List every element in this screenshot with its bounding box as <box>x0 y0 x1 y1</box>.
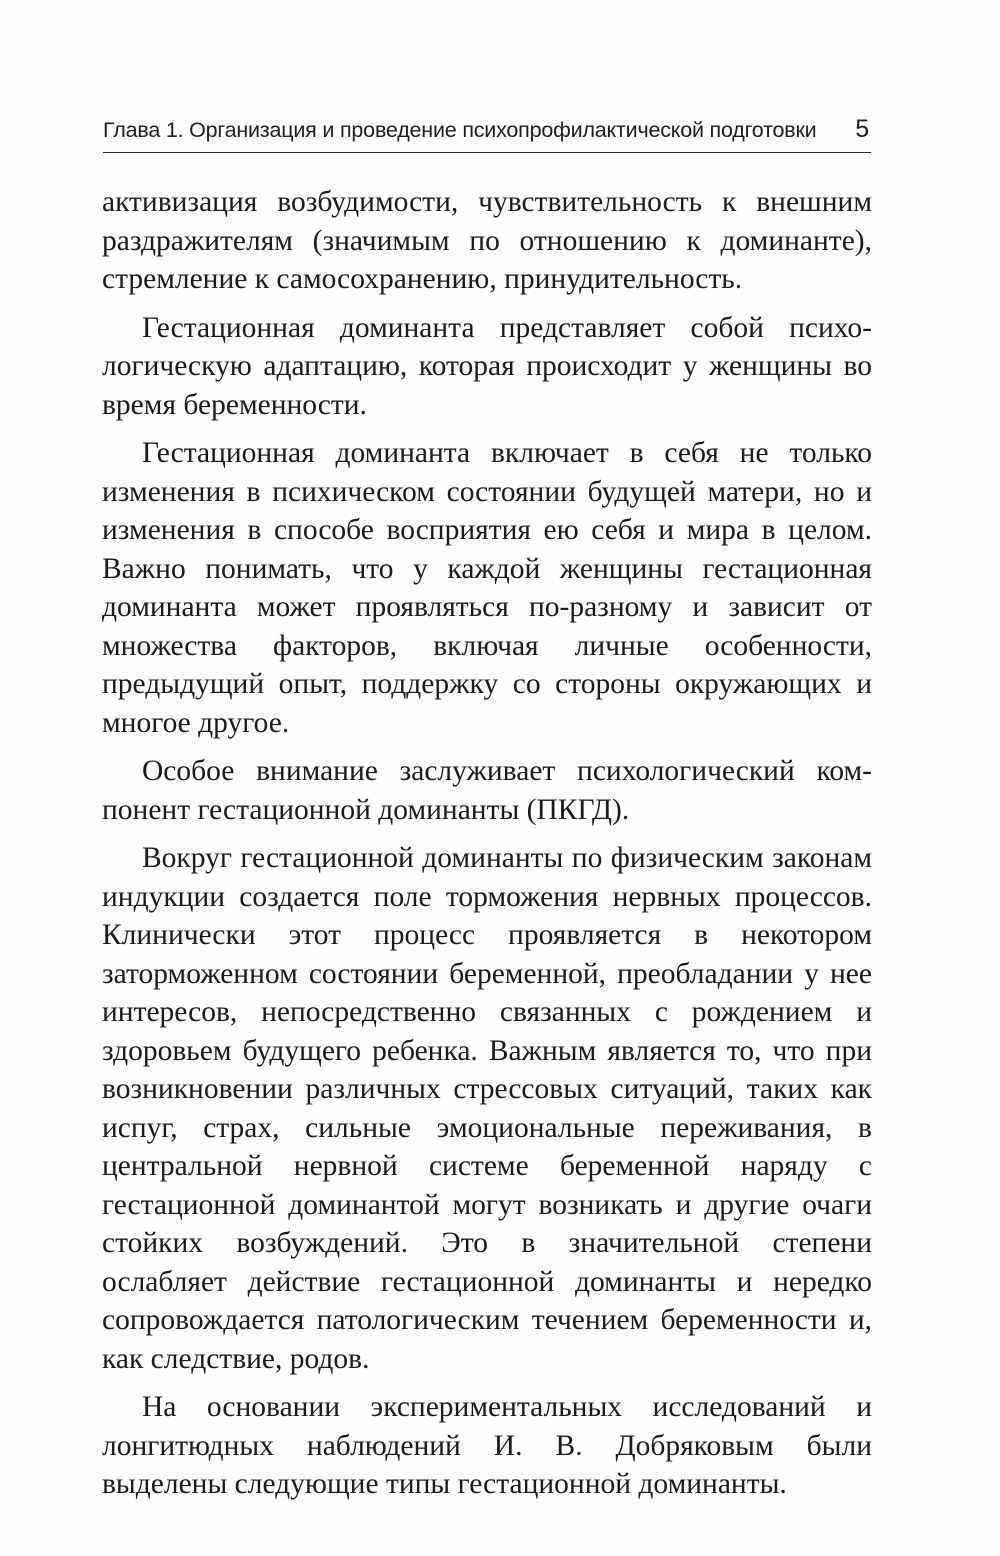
running-header <box>103 112 871 153</box>
paragraph: Гестационная доминанта представляет собой психологическую адаптацию, которая происходит у женщины во время беременности. <box>102 311 872 421</box>
paragraph: Особое внимание заслуживает психологический компонент гестационной доминанты (ПКГД). <box>102 755 872 826</box>
chapter-title: Глава 1. Организация и проведение психопрофилактической подготовки <box>103 118 817 142</box>
paragraph: На основании экспериментальных исследований и лонгитюдных наблюдений И. В. Добряковым были выделены следующие типы гестационной доминанты. <box>102 1391 872 1500</box>
body-text <box>102 183 872 1514</box>
paragraph: Гестационная доминанта включает в себя не только изменения в психическом состоянии будущей матери, но и изменения в способе восприятия ею себя и мира в целом. Важно понимать, что у каждой женщины гестационная доминанта может проявляться по-разному и зависит от множества факторов, включая личные особенности, предыдущий опыт, поддержку со стороны окружающих и многое другое. <box>102 437 872 739</box>
paragraph-continuation: активизация возбудимости, чувствительность к внешним раздражителям (значимым по отношению к доминанте), стремление к самосохранению, принудительность. <box>102 186 872 295</box>
page-number: 5 <box>855 115 869 143</box>
paragraph: Вокруг гестационной доминанты по физическим законам индукции создается поле торможения нервных процессов. Клинически этот процесс проявляется в некотором заторможенном состоянии беременной, преобладании у нее интересов, непосредственно связанных с рождением и здоровьем будущего ребенка. Важным является то, что при возникновении различных стрессовых ситуаций, таких как испуг, страх, сильные эмоциональные переживания, в центральной нервной системе беременной наряду с гестационной доминантой могут возникать и другие очаги стойких возбуждений. Это в значительной степени ослабляет действие гестационной доминанты и нередко сопровождается патологическим течением беременности и, как следствие, родов. <box>102 842 872 1375</box>
